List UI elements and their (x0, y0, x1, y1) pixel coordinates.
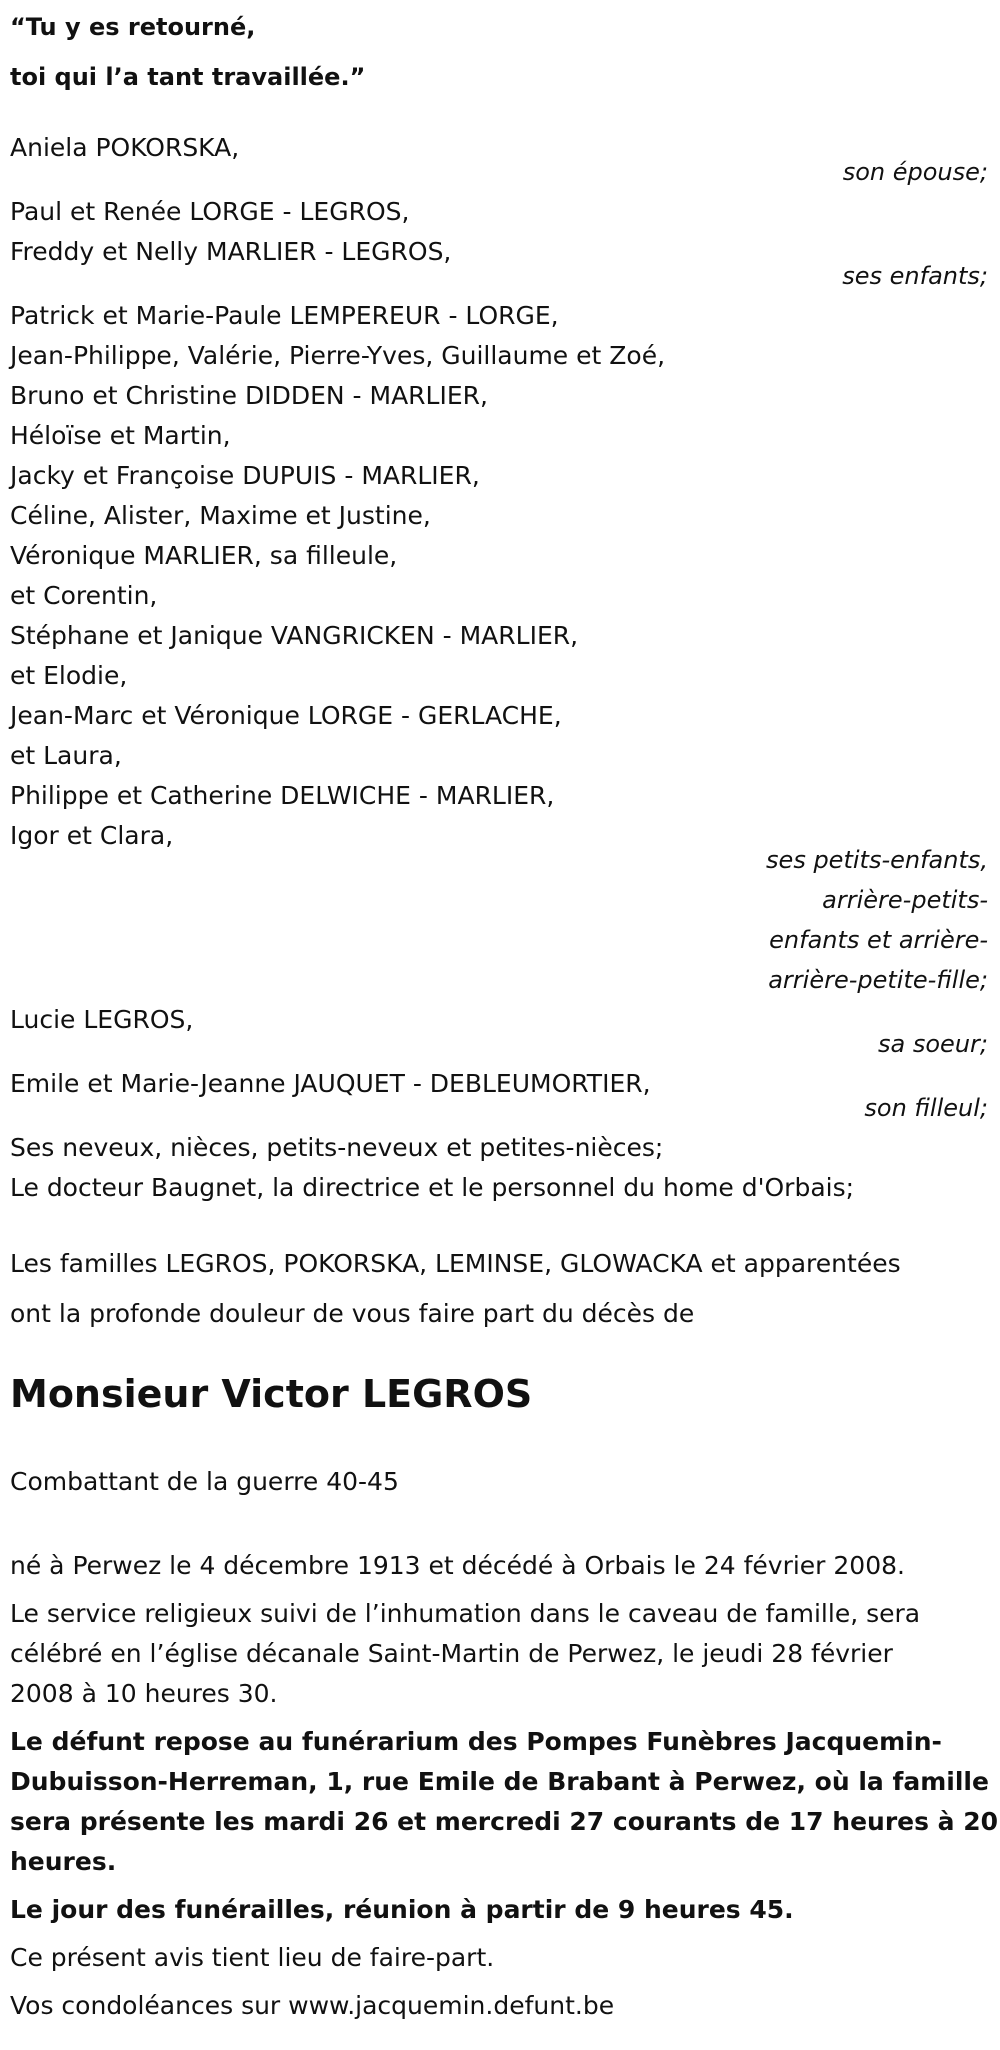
godson-role: son filleul; (864, 1094, 988, 1122)
grandchild-name: et Elodie, (10, 661, 128, 690)
service-line: 2008 à 10 heures 30. (10, 1679, 278, 1708)
families-announcement (10, 1244, 990, 1334)
funerarium-line: Dubuisson-Herreman, 1, rue Emile de Brabant à Perwez, où la famille (10, 1767, 989, 1796)
sister-name: Lucie LEGROS, (10, 1005, 194, 1034)
condolences-text: Vos condoléances sur www.jacquemin.defunt.be (10, 1991, 615, 2020)
grandchild-name: Philippe et Catherine DELWICHE - MARLIER, (10, 781, 555, 810)
grandchild-name: Patrick et Marie-Paule LEMPEREUR - LORGE, (10, 301, 559, 330)
grandchild-name: Céline, Alister, Maxime et Justine, (10, 501, 431, 530)
service-line: Le service religieux suivi de l’inhumation dans le caveau de famille, sera (10, 1599, 921, 1628)
children-section (10, 192, 990, 296)
notice-text: Ce présent avis tient lieu de faire-part. (10, 1943, 495, 1972)
dates-text: né à Perwez le 4 décembre 1913 et décédé à Orbais le 24 février 2008. (10, 1551, 905, 1580)
quote-line-2: toi qui l’a tant travaillée.” (10, 63, 366, 91)
godson-name: Emile et Marie-Jeanne JAUQUET - DEBLEUMORTIER, (10, 1069, 651, 1098)
spouse-role: son épouse; (842, 158, 988, 186)
service-paragraph (10, 1594, 990, 1714)
grandchild-name: Jean-Marc et Véronique LORGE - GERLACHE, (10, 701, 562, 730)
epigraph-quote (10, 2, 990, 102)
grandchild-name: Véronique MARLIER, sa filleule, (10, 541, 398, 570)
children-role: ses enfants; (842, 262, 988, 290)
grandchild-name: Stéphane et Janique VANGRICKEN - MARLIER, (10, 621, 579, 650)
grandchild-name: Jean-Philippe, Valérie, Pierre-Yves, Guillaume et Zoé, (10, 341, 666, 370)
grandchildren-section (10, 296, 990, 1000)
grandchild-name: Igor et Clara, (10, 821, 174, 850)
grandchildren-role-line: ses petits-enfants, (766, 846, 988, 874)
grandchildren-role-line: enfants et arrière- (769, 926, 988, 954)
quote-line-1: “Tu y es retourné, (10, 13, 256, 41)
spouse-section (10, 128, 990, 192)
distinction-text: Combattant de la guerre 40-45 (10, 1467, 399, 1496)
grandchild-name: et Laura, (10, 741, 122, 770)
grandchild-name: Bruno et Christine DIDDEN - MARLIER, (10, 381, 488, 410)
sister-section (10, 1000, 990, 1064)
grandchild-name: et Corentin, (10, 581, 158, 610)
grandchildren-role-line: arrière-petits- (822, 886, 988, 914)
families-line-1: Les familles LEGROS, POKORSKA, LEMINSE, GLOWACKA et apparentées (10, 1249, 901, 1278)
funerarium-paragraph (10, 1722, 999, 1882)
child-name: Freddy et Nelly MARLIER - LEGROS, (10, 237, 452, 266)
grandchildren-role-line: arrière-petite-fille; (768, 966, 988, 994)
funerarium-line: Le défunt repose au funérarium des Pompes Funèbres Jacquemin- (10, 1727, 942, 1756)
deceased-name: Monsieur Victor LEGROS (10, 1372, 533, 1416)
spouse-name: Aniela POKORSKA, (10, 133, 240, 162)
others-line: Le docteur Baugnet, la directrice et le personnel du home d'Orbais; (10, 1173, 855, 1202)
meeting-text: Le jour des funérailles, réunion à partir de 9 heures 45. (10, 1895, 794, 1924)
others-line: Ses neveux, nièces, petits-neveux et petites-nièces; (10, 1133, 664, 1162)
funerarium-line: heures. (10, 1847, 117, 1876)
service-line: célébré en l’église décanale Saint-Martin de Perwez, le jeudi 28 février (10, 1639, 893, 1668)
sister-role: sa soeur; (878, 1030, 988, 1058)
grandchild-name: Jacky et Françoise DUPUIS - MARLIER, (10, 461, 480, 490)
others-section (10, 1128, 990, 1208)
funerarium-line: sera présente les mardi 26 et mercredi 27 courants de 17 heures à 20 (10, 1807, 999, 1836)
grandchild-name: Héloïse et Martin, (10, 421, 231, 450)
obituary-document (10, 0, 999, 2034)
child-name: Paul et Renée LORGE - LEGROS, (10, 197, 410, 226)
godson-section (10, 1064, 990, 1128)
families-line-2: ont la profonde douleur de vous faire part du décès de (10, 1299, 695, 1328)
